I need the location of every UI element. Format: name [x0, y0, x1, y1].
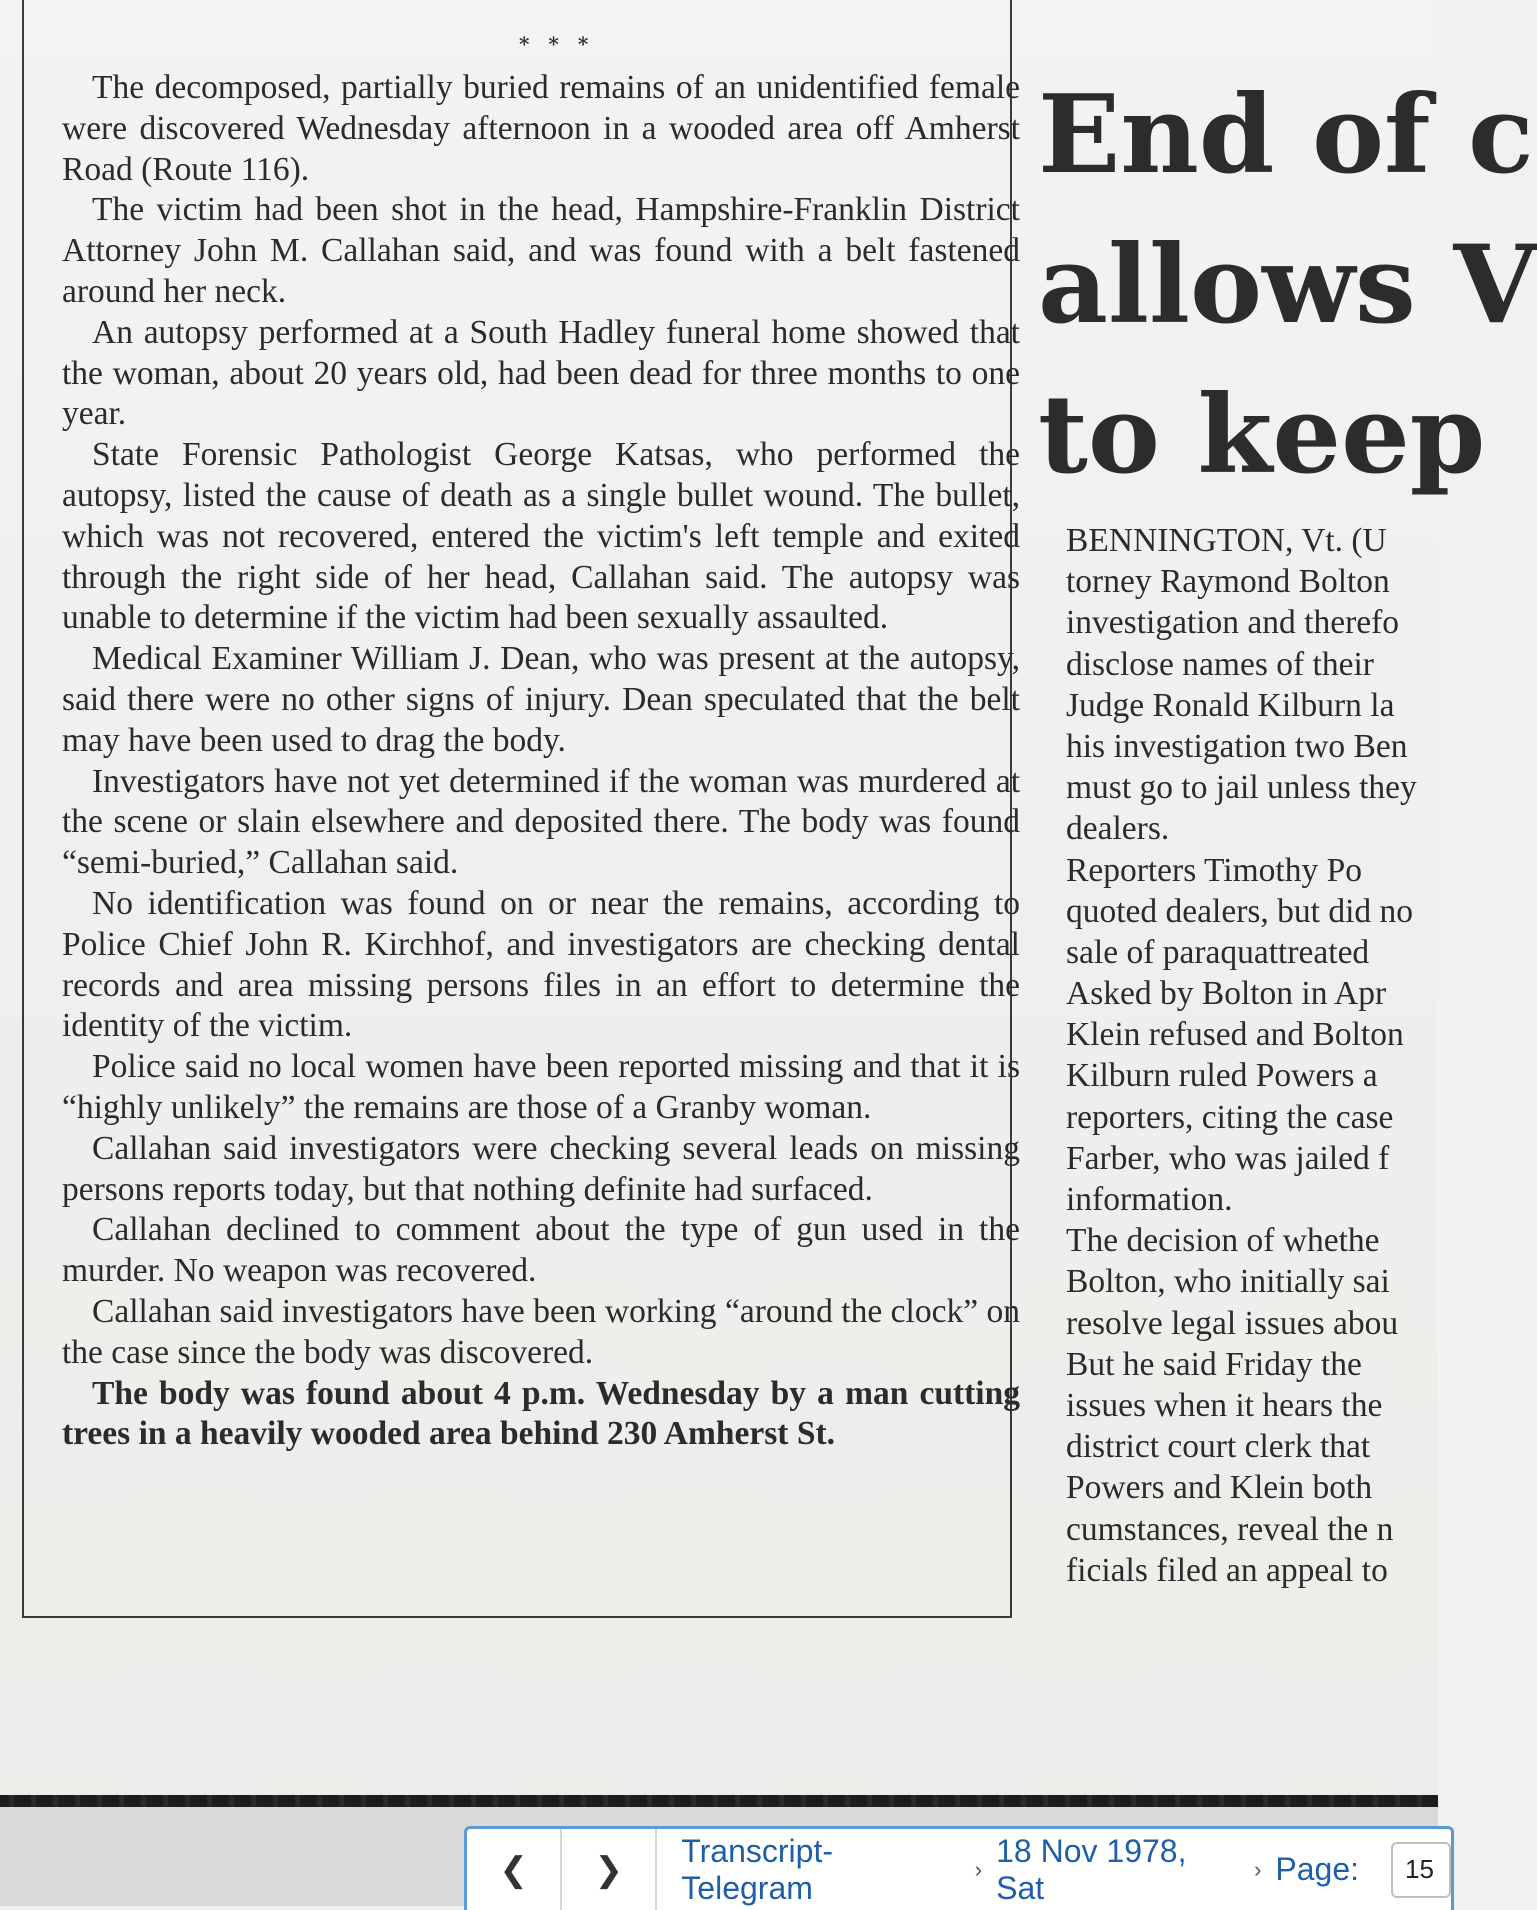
chevron-left-icon: ❮	[499, 1850, 528, 1889]
column-line: Judge Ronald Kilburn la	[1066, 686, 1395, 724]
breadcrumb-separator: ›	[1254, 1856, 1262, 1882]
article-paragraph: An autopsy performed at a South Hadley funeral home showed that the woman, about 20 years old, had been dead for three months to one year.	[62, 313, 1020, 433]
next-page-button[interactable]	[562, 1829, 657, 1910]
column-line: But he said Friday the	[1066, 1345, 1362, 1383]
issue-date-link[interactable]: 18 Nov 1978, Sat	[996, 1832, 1187, 1906]
column-line: Klein refused and Bolton	[1066, 1016, 1404, 1054]
article-box	[22, 0, 1020, 1618]
column-line: torney Raymond Bolton	[1066, 563, 1390, 601]
headline-line: End of c	[1038, 72, 1534, 198]
column-line: Reporters Timothy Po	[1066, 851, 1362, 889]
breadcrumb-separator: ›	[974, 1856, 983, 1882]
column-line: dealers.	[1066, 810, 1170, 848]
column-line: sale of paraquattreated	[1066, 933, 1370, 971]
page-label: Page:	[1275, 1851, 1360, 1887]
column-line: Powers and Klein both	[1066, 1469, 1373, 1507]
page-navigation-bar	[464, 1826, 1454, 1910]
column-line: ficials filed an appeal to	[1066, 1551, 1388, 1589]
article-paragraph: Police said no local women have been reported missing and that it is “highly unlikely” the remains are those of a Granby woman.	[62, 1048, 1020, 1126]
article-paragraph: No identification was found on or near the remains, according to Police Chief John R. Kirchhof, and investigators are checking dental records and area missing persons files in an effort to determine the identity of the victim.	[62, 884, 1020, 1045]
column-line: investigation and therefo	[1066, 604, 1400, 642]
column-line: cumstances, reveal the n	[1066, 1510, 1394, 1548]
article-paragraph: The victim had been shot in the head, Hampshire-Franklin District Attorney John M. Callahan said, and was found with a belt fastened around her neck.	[62, 191, 1020, 310]
prev-page-button[interactable]	[467, 1829, 562, 1910]
article-separator: * * *	[519, 32, 595, 56]
article-paragraph: Callahan said investigators have been working “around the clock” on the case since the body was discovered.	[62, 1292, 1020, 1371]
column-line: information.	[1066, 1181, 1233, 1218]
column-line: quoted dealers, but did no	[1066, 892, 1414, 930]
publication-link[interactable]: Transcript-Telegram	[681, 1832, 833, 1906]
chevron-right-icon: ❯	[594, 1850, 623, 1889]
article-paragraph: The body was found about 4 p.m. Wednesday by a man cutting trees in a heavily wooded area behind 230 Amherst St.	[62, 1374, 1020, 1453]
article-paragraph: Medical Examiner William J. Dean, who was present at the autopsy, said there were no other signs of injury. Dean speculated that the belt may have been used to drag the body.	[62, 640, 1020, 759]
column-line: Asked by Bolton in Apr	[1066, 975, 1387, 1013]
column-line: reporters, citing the case	[1066, 1098, 1394, 1136]
column-line: Bolton, who initially sai	[1066, 1263, 1390, 1301]
breadcrumb	[657, 1833, 1451, 1907]
column-line: Kilburn ruled Powers a	[1066, 1057, 1378, 1095]
right-column	[1066, 520, 1486, 1591]
article-paragraph: The decomposed, partially buried remains of an unidentified female were discovered Wednesday afternoon in a wooded area off Amherst Road (Route 116).	[62, 69, 1020, 188]
headline	[1038, 60, 1537, 510]
article-paragraph: Investigators have not yet determined if the woman was murdered at the scene or slain elsewhere and deposited there. The body was found “semi-buried,” Callahan said.	[62, 762, 1020, 882]
headline-line: to keep	[1038, 372, 1486, 498]
article-paragraph: Callahan said investigators were checking several leads on missing persons reports today, but that nothing definite had surfaced.	[62, 1129, 1020, 1208]
column-line: Farber, who was jailed f	[1066, 1139, 1390, 1177]
column-line: must go to jail unless they	[1066, 769, 1417, 807]
page-bottom-rule	[0, 1795, 1438, 1807]
article-paragraph: Callahan declined to comment about the type of gun used in the murder. No weapon was recovered.	[62, 1211, 1020, 1290]
column-line: issues when it hears the	[1066, 1386, 1383, 1424]
column-line: his investigation two Ben	[1066, 727, 1408, 765]
column-line: disclose names of their	[1066, 645, 1374, 683]
column-line: BENNINGTON, Vt. (U	[1066, 522, 1387, 559]
headline-line: allows V	[1038, 222, 1537, 348]
article-paragraph: State Forensic Pathologist George Katsas, who performed the autopsy, listed the cause of death as a single bullet wound. The bullet, which was not recovered, entered the victim's left temple and exited through the right side of her head, Callahan said. The autopsy was unable to determine if the victim had been sexually assaulted.	[62, 436, 1020, 637]
article-body	[62, 68, 1020, 1455]
column-line: The decision of whethe	[1066, 1222, 1380, 1260]
page-number-input[interactable]	[1391, 1842, 1451, 1898]
column-line: resolve legal issues abou	[1066, 1304, 1399, 1342]
column-line: district court clerk that	[1066, 1428, 1371, 1466]
